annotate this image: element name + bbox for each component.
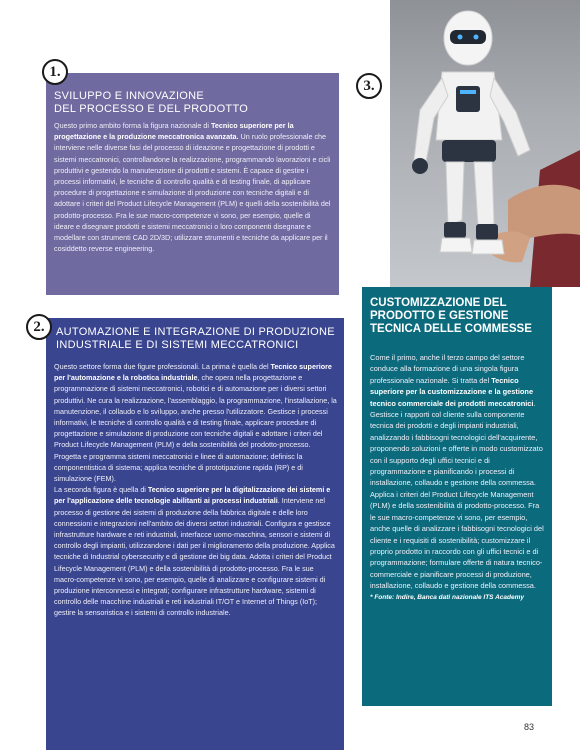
section-1-body [54,120,332,254]
section-1-title-line2: DEL PROCESSO E DEL PRODOTTO [54,102,249,115]
section-2-text-1: , che opera nella progettazione e programmazione di sistemi meccatronici, robotici e di automazione per i diversi settori produttivi. Ne cura la realizzazione, l'assemblaggio, la programmazione, l'installazione, la manutenzione, il collaudo e lo sviluppo, anche presso l'utilizzatore. Gestisce i processi informativi, le tecniche di controllo qualità e di testing finale, applicare procedure di progettazione e simulazione di produzione con tecniche digitali e adottare i criteri del Product Lifecycle Management (PLM) e della sostenibilità del prodotto-processo. Progetta e programma sistemi meccatronici e linee di automazione; definisc la componentistica di sistema; applica tecniche di prototipazione rapida (RP) e di simulazione (FEM). [54,373,337,484]
section-1-intro-bold: Tecnico superiore per la progettazione e la produzione meccatronica avanzata. [54,121,294,142]
section-3-intro-bold: Tecnico superiore per la customizzazione e la gestione tecnico commerciale dei prodotti meccatronici [370,375,534,408]
section-3-panel [362,287,552,706]
page-number: 83 [524,722,535,732]
section-3-title-line1: CUSTOMIZZAZIONE DEL [370,297,507,309]
section-2-badge: 2. [26,314,52,340]
section-2-second-intro: La seconda figura è quella di [54,485,148,495]
section-3-title-line2: PRODOTTO E GESTIONE [370,310,509,322]
section-2-title-line2: INDUSTRIALE E DI SISTEMI MECCATRONICI [56,338,299,351]
section-1-title [54,90,332,115]
section-1-text: Un ruolo professionale che interviene nelle diverse fasi del processo di ideazione e progettazione di prodotti e sistemi meccatronici, controllandone la realizzazione, programmando lavorazioni e cicli produttivi e gestendo la manutenzione di prodotti e sistemi. È capace di gestire i processi informativi, le tecniche di controllo qualità e di testing finale, di applicare procedure di progettazione e simulazione di produzione con tecniche digitali e di adottare i criteri del Product Lifecycle Management (PLM) e quelli della sostenibilità del prodotto-processo. Fra le sue macro-competenze vi sono, per esempio, quelle di ideare e disegnare prodotti e sistemi meccatronici o loro componenti disegnare e modellare con strumenti CAD 2D/3D; utilizzare strumenti e tecniche da applicare per il cosiddetto reverse engineering. [54,132,331,254]
section-3-title [370,297,545,336]
section-2-title [54,326,337,351]
section-1-intro: Questo primo ambito forma la figura nazionale di [54,121,212,130]
section-3-source: * Fonte: Indire, Banca dati nazionale ITS Academy [370,593,524,601]
section-2-body [54,361,337,619]
section-3-badge: 3. [356,73,382,99]
section-3-intro: Come il primo, anche il terzo campo del settore conduce alla formazione di una singola figura professionale nazionale. Si tratta del [370,353,525,385]
section-2-second-bold: Tecnico superiore per la digitalizzazione dei sistemi e per l'applicazione delle tecnologie abilitanti ai processi industriali [54,485,331,506]
section-2-title-line1: AUTOMAZIONE E INTEGRAZIONE DI PRODUZIONE [56,326,335,338]
section-2-intro: Questo settore forma due figure professionali. La prima è quella del [54,362,271,371]
section-1-badge: 1. [42,59,68,85]
section-3-body [370,352,545,592]
section-3-text: . Gestisce i rapporti col cliente sulla componente tecnica dei prodotti e degli impianti industriali, analizzando i fabbisogni tecnologici dell'acquirente, proponendo soluzioni e offerte in modo customizzato con il supporto degli uffici tecnici e di programmazione e pianificando i processi di installazione, collaudo e gestione della commessa. Applica i criteri del Product Lifecycle Management (PLM) e della sostenibilità di prodotto-processo. Fra le sue macro-competenze vi sono, per esempio, anche quelle di analizzare i fabbisogni tecnologici del cliente e i requisiti di sostenibilità; customizzare il proprio prodotto in raccordo con gli uffici tecnici e di programmazione; formulare offerte di natura tecnico-commerciale e pianificare processi di produzione, installazione, collaudo e gestione della commessa. [370,398,544,591]
section-1-title-line1: SVILUPPO E INNOVAZIONE [54,90,205,102]
section-2-panel [46,318,344,750]
section-3-title-line3: TECNICA DELLE COMMESSE [370,323,532,335]
section-2-text-2: . Interviene nel processo di gestione dei sistemi di produzione della fabbrica digitale e delle loro connessioni e integrazioni nell'ambito dei diversi settori industriali. Configura e gestisce infrastrutture hardware e reti industriali, interfacce uomo-macchina, sensori e sistemi di controllo degli impianti, utilizzandone i dati per il miglioramento della produzione. Applica tecniche di Industrial cybersecurity e di gestione dei big data. Adotta i criteri del Product Lifecycle Management (PLM) e della sostenibilità di prodotto-processo. Fra le sue macro-competenze vi sono, per esempio, quelle di analizzare e configurare sistemi di produzione interconnessi e integrati; configurare infrastrutture hardware, sistemi di controllo delle macchine industriali e reti industriali IT/OT e Internet of Things (IoT); gestire la sensoristica e i sistemi di controllo industriale. [54,496,335,618]
section-2-intro-bold: Tecnico superiore per l'automazione e la robotica industriale [54,362,332,383]
robot-photo [390,0,580,287]
section-1-panel [46,73,339,295]
robot-illustration [390,0,580,287]
